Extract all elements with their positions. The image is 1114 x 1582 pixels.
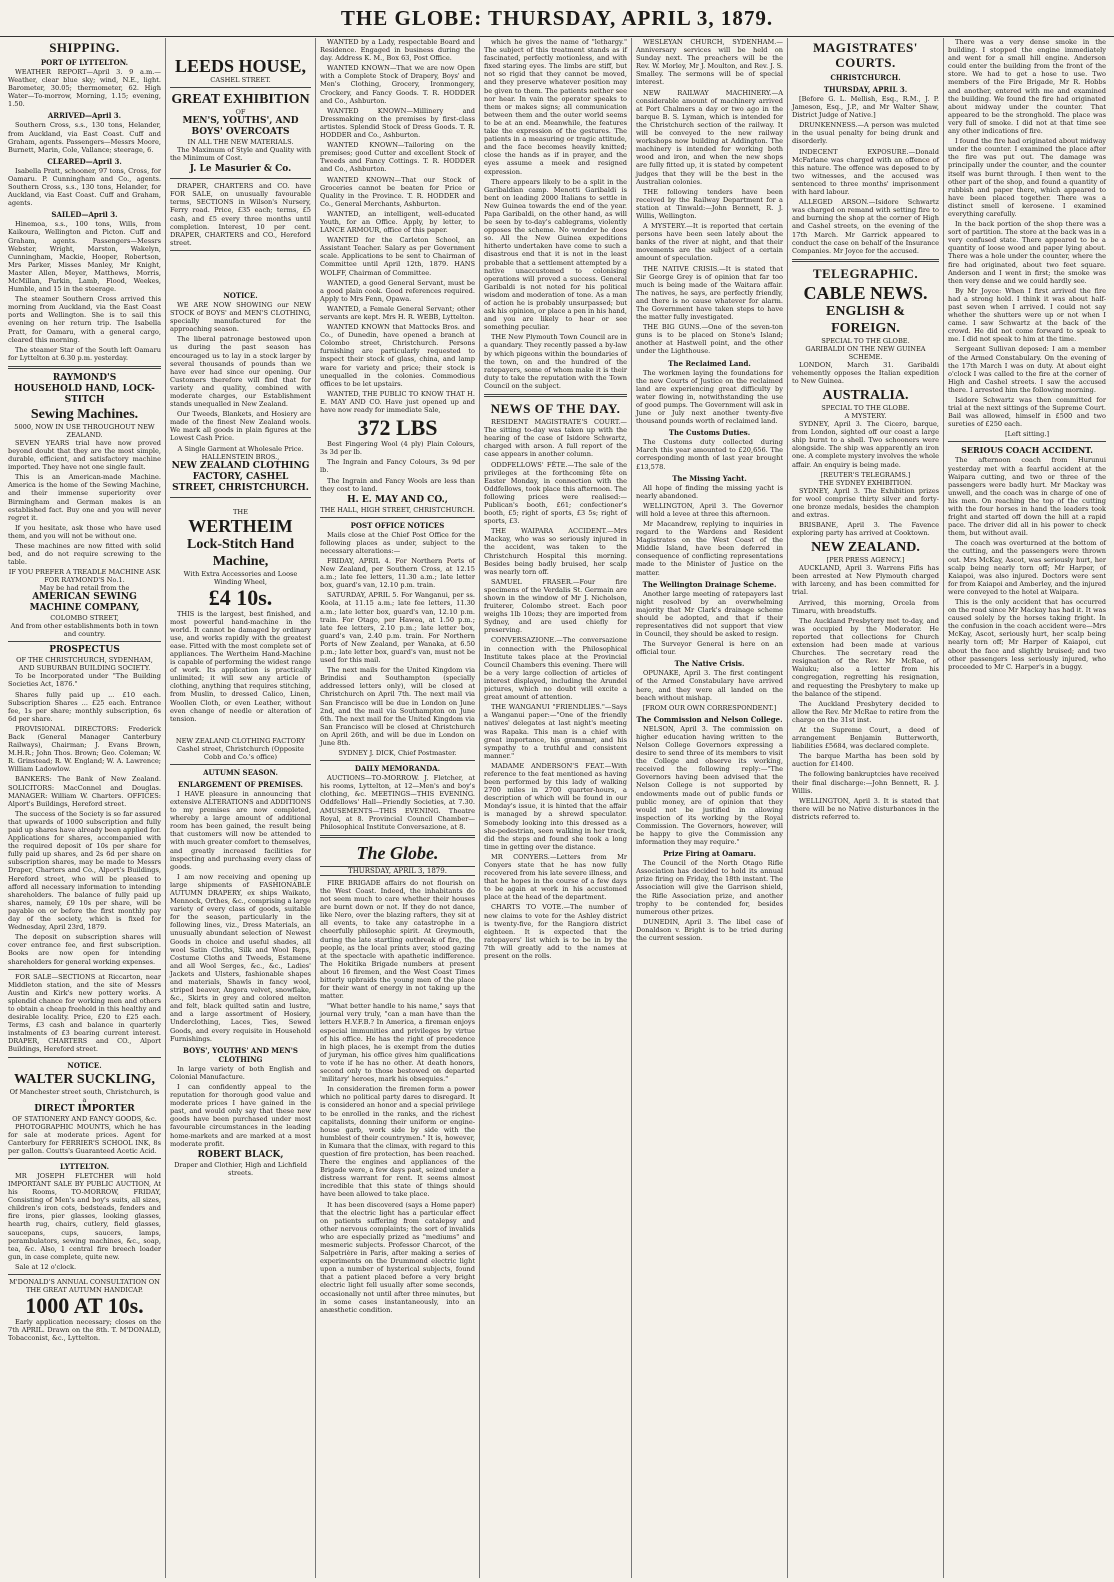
divider bbox=[170, 87, 311, 88]
divider bbox=[170, 250, 311, 251]
raymond-text: SEVEN YEARS trial have now proved beyond doubt that they are the most simple, durable, efficient, and satisfactory machine imported. They have not one single fault. bbox=[8, 438, 161, 472]
leeds-text: The Maximum of Style and Quality with the Minimum of Cost. bbox=[170, 146, 311, 163]
divider bbox=[170, 178, 311, 179]
prospectus-text-5: The success of the Society is so far assured that upwards of 1000 subscription and fully paid up shares have already been applied for. Applications for shares, accompanied with the required deposit of 10s per share for fully paid up shares, and 2s 6d per share on subscription shares, may be made to Messrs Draper, Charters and Co., Alport's Buildings, Hereford street, who will be pleased to afford all necessary information to intending shareholders. The balance of fully paid up shares, namely, £9 10s per share, will be payable on or before the first monthly pay day of the society, which is fixed for Wednesday, April 23rd, 1879. bbox=[8, 809, 161, 932]
cleared-text: Isabella Pratt, schooner, 97 tons, Cross, for Oamaru. P. Cunningham and Co., agents. Southern Cross, s.s., 130 tons, Helander, for Auckland, via East Coast. Cuff and Graham, agents. bbox=[8, 166, 161, 208]
surveyor-text: The Surveyor General is here on an official tour. bbox=[636, 640, 783, 657]
wanted-ad-5: WANTED KNOWN—That our Stock of Groceries cannot be beaten for Price or Quality in the Province. T. R. HODDER and Co., General Merchants, Ashburton. bbox=[320, 175, 475, 208]
suckling-name: WALTER SUCKLING, bbox=[13, 1071, 156, 1087]
prize-text: The Council of the North Otago Rifle Association has decided to hold its annual prize firing on Friday, the 18th instant. The Association will give the Garrison shield, the Rifle Association prize, and another trophy to be contended for, besides numerous other prizes. bbox=[636, 859, 783, 916]
sydney-cable: SYDNEY, April 3. The Cicero, barque, from London, sighted off our coast a large ship burnt to a shell. Two schooners were alongside. The ship was apparently an iron one. A complete mystery involves the whole affair. An enquiry is being made. bbox=[792, 420, 939, 469]
reuter-label: [REUTER'S TELEGRAMS.] bbox=[820, 470, 911, 479]
divider bbox=[320, 835, 475, 838]
guns-text: THE BIG GUNS.—One of the seven-ton guns is to be placed on Stone's Island; another at Hastwell point, and the other under the Lighthouse. bbox=[636, 323, 783, 356]
arson-evidence-5: Sergeant Sullivan deposed: I am a member of the Armed Constabulary. On the evening of the 17th March I was on duty. At about eight o'clock I was called to the fire at the corner of High and Cashel streets. I saw the accused there. I arrested him the following morning. bbox=[948, 345, 1106, 394]
divider bbox=[8, 1057, 161, 1058]
postmaster-sign bbox=[320, 749, 475, 757]
presbytery-text-2: The Auckland Presbytery decided to allow the Rev. Mr McRae to retire from the charge on the 31st inst. bbox=[792, 699, 939, 724]
london-cable: LONDON, March 31. Garibaldi vehemently opposes the Italian expedition to New Guinea. bbox=[792, 360, 939, 385]
news-item-1: RESIDENT MAGISTRATE'S COURT.—The sitting to-day was taken up with the hearing of the case of Isidore Schwartz, charged with arson. A full report of the case appears in another column. bbox=[484, 418, 627, 459]
of-word: OF bbox=[235, 108, 246, 116]
nz-block bbox=[792, 539, 939, 564]
left-sitting bbox=[948, 430, 1106, 438]
hallenstein-advert bbox=[170, 445, 311, 494]
wertheim-text: THIS is the largest, best finished, and most powerful hand-machine in the world. It cannot be damaged by ordinary use, and works rapidly with the greatest ease. Fitted with the most complete set of appliances. The Wertheim Hand-Machine is capable of performing the widest range of work. Its application is practically unlimited; it will sew any article of clothing, anything that requires stitching, from Muslin, to dressed Calico, Linen, Woollen Cloth, or even Leather, without even change of needle or alteration of tension. bbox=[170, 609, 311, 723]
new-stock-text: WE ARE NOW SHOWING our NEW STOCK of BOYS' and MEN'S CLOTHING, specially manufactured for the approaching season. bbox=[170, 300, 311, 334]
news-item-8: MR CONYERS.—Letters from Mr Conyers state that he has now fully recovered from his late severe illness, and that he hopes in the course of a few days to be again at work in his accustomed place at the head of the department. bbox=[484, 852, 627, 902]
leeds-street: CASHEL STREET. bbox=[210, 76, 271, 84]
commission-heading: The Commission and Nelson College. bbox=[636, 714, 783, 724]
special-line: SPECIAL TO THE GLOBE. bbox=[821, 336, 910, 345]
prospectus-text-4: BANKERS: The Bank of New Zealand. SOLICITORS: MacConnel and Douglas. MANAGER: William W. Charters. OFFICES: Alport's Buildings, Hereford street. bbox=[8, 775, 161, 808]
drunkenness-text: DRUNKENNESS.—A person was mulcted in the usual penalty for being drunk and disorderly. bbox=[792, 121, 939, 146]
value-text: I can confidently appeal to the reputation for thorough good value and moderate prices I have gained in the past, and would only say that these new goods have been purchased under most favourable circumstances in the leading home-markets and are marked at a most moderate profit. bbox=[170, 1082, 311, 1148]
post-office-heading: POST OFFICE NOTICES bbox=[350, 520, 445, 530]
may-name: H. E. MAY AND CO., bbox=[347, 494, 448, 505]
coach-text-3: This is the only accident that has occurred on the road since Mr Mackay has had it. It was caused solely by the horses taking fright. In the confusion in the coach accident were—Mrs McKay, Ascot, seriously hurt, her scalp being nearly torn off; Mr Harper of Kaiapoi, cut about the face and slightly bruised; and two other passengers less seriously injured, who proceeded to Mr C. Harper's in a buggy. bbox=[948, 598, 1106, 671]
for-sale-advert: FOR SALE—SECTIONS at Riccarton, near Middleton station, and the site of Messrs Austin and Kirk's new pottery works. A splendid chance for working men and others to obtain a cheap freehold in this healthy and desirable locality. Price, £20 to £25 each. Terms, £3 cash and balance in quarterly instalments of £3 bearing current interest. DRAPER, CHARTERS and CO., Alport Buildings, Hereford street. bbox=[8, 972, 161, 1054]
left-sitting-label: [Left sitting.] bbox=[1004, 430, 1050, 439]
exhibition-text: SYDNEY, April 3. The Exhibition prizes for wool comprise thirty silver and forty-one bronze medals, besides the champion and extras. bbox=[792, 486, 939, 519]
magistrates-heading: MAGISTRATES' COURTS. bbox=[813, 40, 918, 70]
editorial-text-2: "What better handle to his name," says that journal very truly, "can a man have than the letters H.V.F.B.? In America, a fireman enjoys especial immunities and privileges by virtue of his office. He has the right of precedence in high places, he is exempt from the duties of juryman, his office gives him qualifications to vote if he has no other. At death honors, second only to those bestowed on departed 'military' heroes, mark his obsequies." bbox=[320, 1002, 475, 1084]
wanted-ad-6: WANTED, an intelligent, well-educated Youth, for an Office. Apply, by letter, to LANCE ARMOUR, office of this paper. bbox=[320, 209, 475, 235]
may-advert bbox=[320, 495, 475, 514]
cable-heading-block bbox=[792, 283, 939, 361]
sewing-machines-title: Sewing Machines. bbox=[30, 406, 139, 422]
suckling-advert bbox=[8, 1071, 161, 1123]
fletcher-auction: MR JOSEPH FLETCHER will hold IMPORTANT SALE BY PUBLIC AUCTION, At his Rooms, TO-MORROW, FRIDAY, Consisting of Men's and boy's suits, all sizes, children's iron cots, bedsteads, fenders and fire irons, pier glasses, looking glasses, hearth rug, chairs, cutlery, field glasses, saucepans, cups, saucers, lamps, perambulators, sewing machines, &c., soap, tea, &c. Also, 1 central fire breech loader gun, in case complete, quite new. bbox=[8, 1171, 161, 1261]
exposure-text: INDECENT EXPOSURE.—Donald McFarlane was charged with an offence of this nature. The offence was deposed to by two witnesses, and the accused was sentenced to three months' imprisonment with hard labour. bbox=[792, 147, 939, 197]
wanted-ad-11: WANTED, THE PUBLIC TO KNOW THAT H. E. MAY AND CO. Have just opened up and have now ready for immediate Sale, bbox=[320, 389, 475, 415]
divider bbox=[8, 641, 161, 642]
reclaimed-text: The workmen laying the foundations for the new Courts of Justice on the reclaimed land are experiencing great difficulty by water flowing in, notwithstanding the use of good pumps. The Government will ask in June or July next another twenty-five thousand pounds worth of reclaimed land. bbox=[636, 368, 783, 426]
wertheim-title: WERTHEIM bbox=[188, 515, 293, 536]
nzcf-address: Cashel street, Christchurch (Opposite Cobb and Co.'s office) bbox=[177, 744, 304, 761]
notice-heading-2: NOTICE. bbox=[223, 290, 258, 300]
great-exhibition: GREAT EXHIBITION bbox=[171, 92, 310, 107]
railway-text: NEW RAILWAY MACHINERY.—A considerable amount of machinery arrived at Port Chalmers a day or two ago in the barque B. S. Lyman, which is intended for the Christchurch section of the railway. It will be conveyed to the new railway workshops now building at Addington. The machinery is intended for working both wood and iron, and when the new shops are fully fitted up, it is stated by competent judges that they will be the best in the Australian colonies. bbox=[636, 88, 783, 186]
single-garment: A Single Garment at Wholesale Price. bbox=[177, 444, 304, 453]
nzcf-title: NEW ZEALAND CLOTHING FACTORY bbox=[175, 736, 306, 745]
sailed-text: Hinemoa, s.s., 100 tons, Wills, from Kaikoura, Wellington and Picton. Cuff and Graham, agents. Passengers—Messrs Webster, Wright, Marston, Wakelyn, Cunningham, Mackie, Hooper, Robertson, Mrs Parker, Misses Manley, Mr Knight, Master Allen, Meyer, Matthews, Morris, McMillan, Parkin, Lamb, Flood, Weekes, Humble, and 15 in the steerage. bbox=[8, 220, 161, 294]
wool-lbs: 372 LBS bbox=[357, 415, 438, 441]
wellington-text: WELLINGTON, April 3. The Governor will hold a levee at three this afternoon. bbox=[636, 501, 783, 518]
prospectus-text-2: Shares fully paid up ... £10 each. Subscription Shares ... £25 each. Entrance fee, 1s per share; monthly subscription, 6s 6d per share. bbox=[8, 690, 161, 723]
mdonald-price: 1000 AT 10s. bbox=[25, 1293, 144, 1319]
commission-text: NELSON, April 3. The commission on higher education having written to the Nelson College Governors expressing a desire to send three of its members to visit the College and observe its working, received the following reply:—"The Governors having been advised that the Nelson College is not supported by endowments made out of public funds or public money, are of opinion that they would not be justified in allowing inspection of its working by the Royal Commission. The Governors, however, will be happy to give the Commission any information they may require." bbox=[636, 724, 783, 847]
prospectus-heading: PROSPECTUS bbox=[49, 645, 120, 656]
raymond-text-4: These machines are now fitted with solid bed, and do not require screwing to the table. bbox=[8, 542, 161, 567]
wellington-cable: WELLINGTON, April 3. It is stated that there will be no Native disturbances in the districts referred to. bbox=[792, 796, 939, 821]
editorial-text-1: FIRE BRIGADE affairs do not flourish on the West Coast. Indeed, the inhabitants do not seem much to care whether their houses are burnt down or not. If they do not dance, like Nero, over the blazing rafters, they sit at all events, to take any catastrophe in a cheerfully philosophic spirit. At Greymouth, during the late startling outbreak of fire, the people, as the local prints aver, stood gazing at the spectacle with apathetic indifference. The Hokitika Brigade numbers at present about 16 firemen, and the West Coast Times bitterly upbraids the young men of the place for their want of energy in not taking up the matter. bbox=[320, 878, 475, 1001]
suckling-importer: DIRECT IMPORTER bbox=[34, 1103, 135, 1114]
special-line-2: SPECIAL TO THE GLOBE. bbox=[821, 404, 910, 413]
wertheim-price: £4 10s. bbox=[208, 584, 273, 610]
leeds-house-title: LEEDS HOUSE, bbox=[174, 56, 307, 76]
coach-text-1: The afternoon coach from Hurunui yesterday met with a fearful accident at the Waipara cutting, and two or three of the passengers were badly hurt. Mr Mackay was unwell, and the coach was in charge of one of his men. On reaching the top of the cutting with the four horses in hand the leaders took fright and started off down the hill at a rapid pace. The driver did all in his power to check them, but without avail. bbox=[948, 456, 1106, 538]
court-date: THURSDAY, APRIL 3. bbox=[823, 85, 908, 94]
yacht-text: All hope of finding the missing yacht is nearly abandoned. bbox=[636, 483, 783, 500]
presbytery-text: The Auckland Presbytery met to-day, and was occupied by the Moderator. He reported that collections for Church extension had been made at various Churches. The secretary read the resignation of the Rev. Mr McRae, of Waiuku; also a letter from his congregation, regretting his resignation, and requesting the Presbytery to make up the balance of the stipend. bbox=[792, 616, 939, 698]
raymond-text-2: This is an American-made Machine. America is the home of the Sewing Machine, and their immense superiority over Birmingham and German makes is an established fact. Buy one and you will never regret it. bbox=[8, 473, 161, 522]
news-of-the-day-heading: NEWS OF THE DAY. bbox=[490, 401, 621, 417]
column-5 bbox=[632, 38, 788, 1578]
garibaldi-text: There appears likely to be a split in the Garibaldian camp. Menotti Garibaldi is bent on leading 2000 Italians to settle in New Guinea towards the end of the year. Papa Garibaldi, on the other hand, as will be seen by to-day's cablegrams, violently opposes the scheme. No wonder he does so. All the New Guinea expeditions hitherto undertaken have come to such a disastrous end that it is not in the least probable that a settlement attempted by a native unaccustomed to colonising operations will proved a success. General Garibaldi is not noted for his political wisdom and moderation of tone. As a man of action he is probably unsurpassed; but ask his opinion, or place a pen in his hand, and you are likely to hear or see something peculiar. bbox=[484, 177, 627, 332]
mystery-heading: A MYSTERY. bbox=[844, 412, 887, 421]
uk-mails: The next mails for the United Kingdom via Brindisi and Southampton (specially addressed letters only), will be closed at Christchurch on April 7th. The next mail via San Francisco will be due in London on June 2nd, and the mail via Southampton on June 6th. The next mail for the United Kingdom via San Francisco will be closed at Christchurch on April 26th, and will be due in London on June 8th. bbox=[320, 666, 475, 748]
notice-heading: NOTICE. bbox=[67, 1060, 102, 1070]
correspondent-line bbox=[636, 704, 783, 712]
new-plymouth-text: THE New Plymouth Town Council are in a quandary. They recently passed a by-law by which pigeons within the boundaries of the town, on and the hundred of the ratepayers, some of whom make it is their duty to take the reputation with the Town Council on the subject. bbox=[484, 333, 627, 390]
customs-heading: The Customs Duties. bbox=[668, 428, 751, 438]
friday-mails: FRIDAY, APRIL 4. For Northern Ports of New Zealand, per Southern Cross, at 12.15 a.m.; late fee letters, 11.30 a.m.; late letter box, guard's van, 12.10 p.m. train. bbox=[320, 556, 475, 590]
arrivals-text: Southern Cross, s.s., 130 tons, Helander, from Auckland, via East Coast. Cuff and Graham, agents. Passengers—Messrs Moore, Burnett, Marin, Cole, Vallance; steerage, 6. bbox=[8, 121, 161, 154]
draper-sections: DRAPER, CHARTERS and CO. have FOR SALE, on unusually favourable terms, SECTIONS in Wilson's Nursery, Ferry road. Price, £35 each; terms, £5 cash, and £5 every three months until completion. Interest, 10 per cent. DRAPER, CHARTERS and CO., Hereford street. bbox=[170, 182, 311, 247]
mdonald-text: Early application necessary; closes on the 7th APRIL. Drawn on the 8th. T. M'DONALD, Tobacconist, &c., Lyttelton. bbox=[8, 1318, 161, 1343]
coach-text-2: The coach was overturned at the bottom of the cutting, and the passengers were thrown out. Mrs McKay, Ascot, was seriously hurt, her scalp being nearly torn off; Mr Harper, of Kaiapoi, was also injured. Doctors were sent for from Kaiapoi and Amberley, and the injured were conveyed to the hotel at Waipara. bbox=[948, 539, 1107, 596]
reclaimed-heading: The Reclaimed Land. bbox=[668, 358, 751, 368]
globe-nameplate: The Globe. bbox=[356, 842, 439, 863]
raymond-subheading: HOUSEHOLD HAND, LOCK-STITCH bbox=[14, 383, 155, 405]
suckling-text: PHOTOGRAPHIC MOUNTS, which he has for sale at moderate prices. Agent for Canterbury for FERRIER'S SCHOOL INK, 8s per gallon. Coutts's Guaranteed Acetic Acid. bbox=[8, 1122, 161, 1155]
editorial-text-4: It has been discovered (says a Home paper) that the electric light has a particular effect on patients suffering from catalepsy and other nervous complaints; the sort of invalids who are especially prized as "mediums" and mesmeric subjects. Professor Charcot, of the Salpetrière in Paris, after making a series of experiments on the Drummond electric light upon a number of hysterical subjects, found that a patient placed before a very bright electric light fell usually after some seconds, occasionally not until after three minutes, but in some cases instantaneously, into an anæsthetic condition. bbox=[320, 1200, 475, 1314]
wanted-ad-7: WANTED for the Carleton School, an Assistant Teacher. Salary as per Government scale. Applications to be sent to Chairman of Committee until April 12th, 1879. HANS WOLFF, Chairman of Committee. bbox=[320, 236, 475, 277]
australia-block bbox=[792, 387, 939, 420]
shipping-note: The steamer Southern Cross arrived this morning from Auckland, via the East Coast ports and Wellington. She is to sail this evening on her return trip. The Isabella Pratt, for Oamaru, with a general cargo, cleared this morning. bbox=[8, 295, 161, 344]
lyttelton-heading: LYTTELTON. bbox=[59, 1161, 110, 1171]
leeds-house-advert bbox=[170, 56, 311, 146]
le-masurier-name: J. Le Masurier & Co. bbox=[189, 164, 292, 175]
column-2 bbox=[166, 38, 316, 1578]
wanted-ad-10: WANTED KNOWN that Mattocks Bros. and Co., of Dunedin, have opened a branch at Colombo street, Christchurch. Persons furnishing are particularly requested to inspect their stock of glass, china, and lamp ware for variety and price; their stock is unequalled in the colonies. Commodious offices to be let upstairs. bbox=[320, 323, 475, 388]
hallenstein-name: HALLENSTEIN BROS., bbox=[201, 452, 280, 461]
drainage-heading: The Wellington Drainage Scheme. bbox=[642, 579, 777, 589]
port-subheading: PORT OF LYTTELTON. bbox=[40, 58, 129, 67]
divider bbox=[320, 517, 475, 518]
yacht-heading: The Missing Yacht. bbox=[672, 473, 747, 483]
wanted-ad-3: WANTED KNOWN—Millinery and Dressmaking on the premises by first-class artistes. Splendid Stock of Dress Goods. T. R. HODDER and Co., Ashburton. bbox=[320, 106, 475, 140]
arson-evidence-6: Isidore Schwartz was then committed for trial at the next sittings of the Supreme Court. Bail was allowed, himself in £500 and two sureties of £250 each. bbox=[948, 396, 1106, 429]
wool-text-3: The Ingrain and Fancy Wools are less than they cost to land. bbox=[320, 476, 475, 493]
nz-heading: NEW ZEALAND. bbox=[811, 540, 920, 556]
native-text: THE NATIVE CRISIS.—It is stated that Sir George Grey is of opinion that far too much is being made of the Waitara affair. The natives, he says, are perfectly friendly, and there is no cause whatever for alarm. The Government have taken steps to have the matter fully investigated. bbox=[636, 264, 783, 322]
daily-memoranda-heading: DAILY MEMORANDA. bbox=[354, 764, 441, 774]
masthead bbox=[0, 0, 1114, 37]
english-foreign-title: ENGLISH & FOREIGN. bbox=[826, 303, 905, 336]
postmaster-name: SYDNEY J. DICK, Chief Postmaster. bbox=[338, 749, 457, 758]
news-item-6: THE WANGANUI "FRIENDLIES."—Says a Wanganui paper:—"One of the friendly natives' delegates at last night's meeting was Rapaka. This man is a chief with great importance, his grammar, and his sympathy to a truthful and consistent manner." bbox=[484, 703, 627, 760]
arson-evidence-4: By Mr Joyce: When I first arrived the fire had a strong hold. I think it was about half-past seven when I arrived. I could not say whether the shutters were up or not when I came. I saw Schwartz at the back of the crowd. He did not come forward to speak to me. I did not speak to him at the time. bbox=[948, 286, 1106, 344]
black-advert bbox=[170, 1150, 311, 1177]
editorial-text-3: In consideration the firemen form a power which no political party dares to disregard. It is considered an honor and a special privilege to be enrolled in the ranks, and the richest capitalists, donning their uniform or engine-house garb, work side by side with the humblest of their countrymen." It is, however, in Kumara that the climax, with regard to this question of fire protection, has been reached. There the engines and appliances of the Brigade were, a few days past, seized under a distress warrant for rent. It seems almost incredible that this state of things should have been allowed to take place. bbox=[320, 1085, 475, 1199]
raymond-footer bbox=[8, 568, 161, 638]
arson-evidence-2: I found the fire had originated about midway under the counter. I examined the place after the fire was put out. The damage was principally under the counter, and the counter itself was burnt through. I then went to the other part of the shop, and found a quantity of rubbish and paper there, which appeared to have been placed together. There was a distinct smell of kerosene. I examined everything carefully. bbox=[948, 137, 1106, 218]
wesleyan-text: WESLEYAN CHURCH, SYDENHAM.—Anniversary services will be held on Sunday next. The preachers will be the Rev. W. Morley, Mr J. Moulton, and Rev. J. S. Smalley. The sermons will be of special interest. bbox=[636, 38, 783, 87]
clothing-heading: BOYS', YOUTHS' AND MEN'S CLOTHING bbox=[183, 1045, 298, 1064]
nzcf-advert bbox=[170, 737, 311, 761]
suckling-address: Of Manchester street south, Christchurch, is a bbox=[9, 1087, 160, 1104]
divider bbox=[8, 1158, 161, 1159]
prize-heading: Prize Firing at Oamaru. bbox=[663, 849, 756, 859]
le-masurier bbox=[170, 164, 311, 175]
bench-text: [Before G. L. Mellish, Esq., R.M., J. P. Jameson, Esq., J.P., and Mr Walter Shaw, District Judge of Native.] bbox=[792, 95, 939, 120]
reuter-block bbox=[792, 471, 939, 487]
divider bbox=[8, 969, 161, 970]
news-item-9: CHARTS TO VOTE.—The number of new claims to vote for the Ashley district is twenty-five, for the Rangiora district eighteen. It is expected that the ratepayers' list which is to be in by the 7th will greatly add to the names at present on the rolls. bbox=[484, 903, 627, 961]
mystery-text: A MYSTERY.—It is reported that certain persons have been seen lately about the banks of the river at night, and that their movements are the subject of a certain amount of speculation. bbox=[636, 222, 783, 263]
dunedin-text: DUNEDIN, April 3. The libel case of Donaldson v. Bright is to be tried during the current session. bbox=[636, 917, 783, 942]
lethargy-text: which he gives the name of "lethargy." The subject of this treatment stands as if fascinated, perfectly motionless, and with fixed staring eyes. The limbs are stiff, but not so rigid that they cannot be moved, and they preserve whatever position may be given to them. The patients neither see nor hear. In vain the operator speaks to them or makes signs; all communication between them and the outer world seems to be at an end. Meanwhile, the features take the expression of the gestures. The patients in a measuring or tragic attitude, and the face becomes heavily knitted; close the hands as if in prayer, and the eyes assume a meek and resigned expression. bbox=[484, 38, 627, 176]
mdonald-heading: M'DONALD'S ANNUAL CONSULTATION ON THE GREAT AUTUMN HANDICAP. bbox=[9, 1278, 160, 1295]
cleared-subheading: CLEARED—April 3. bbox=[47, 156, 122, 166]
divider bbox=[792, 259, 939, 262]
masthead-title: THE GLOBE: THURSDAY, APRIL 3, 1879. bbox=[340, 5, 774, 30]
raymond-text-3: If you hesitate, ask those who have used them, and you will not be without one. bbox=[8, 523, 161, 540]
divider bbox=[170, 764, 311, 765]
exhibition-heading: THE SYDNEY EXHIBITION. bbox=[818, 478, 913, 487]
brisbane-text: BRISBANE, April 3. The Favence exploring party has arrived at Cooktown. bbox=[792, 521, 939, 538]
column-4 bbox=[480, 38, 632, 1578]
shipping-note-2: The steamer Star of the South left Oamaru for Lyttelton at 6.30 p.m. yesterday. bbox=[8, 345, 161, 362]
column-7 bbox=[944, 38, 1110, 1578]
supreme-court-text: At the Supreme Court, a deed of arrangement Benjamin Butterworth, liabilities £5684, was declared complete. bbox=[792, 725, 939, 751]
autumn-heading: AUTUMN SEASON. bbox=[203, 767, 278, 777]
divider bbox=[8, 1274, 161, 1275]
arson-evidence-1: There was a very dense smoke in the building. I stopped the engine immediately and went for a small hill engine. Anderson could enter the building from the front of the store. We had to get a hose to use. Two members of the Fire Brigade, Mr R. Hobbs and another, entered with me and examined the building. We found the fire had originated about midway under the counter. That appeared to be the stronghold. The place was very full of smoke. I did not at that time see any other indications of fire. bbox=[948, 38, 1106, 136]
wanted-ad-4: WANTED KNOWN—Tailoring on the premises; good Cutter and excellent Stock of Tweeds and Fancy Cottings. T. R. HODDER and Co., Ashburton. bbox=[320, 141, 475, 174]
native-crisis-heading: The Native Crisis. bbox=[674, 659, 745, 669]
telegraphic-heading: TELEGRAPHIC. bbox=[812, 265, 919, 281]
auckland-text: AUCKLAND, April 3. Warrens Fifis has been arrested at New Plymouth charged with larceny, and has been committed for trial. bbox=[792, 564, 939, 597]
wanted-ad-8: WANTED, a good General Servant, must be a good plain cook. Good references required. Apply to Mrs Fenn, Opawa. bbox=[320, 278, 475, 303]
treadle-line: IF YOU PREFER A TREADLE MACHINE ASK FOR RAYMOND'S No.1. bbox=[8, 568, 161, 585]
divider bbox=[8, 366, 161, 369]
newspaper-columns bbox=[4, 38, 1110, 1578]
divider bbox=[948, 441, 1106, 442]
news-item-2: ODDFELLOWS' FÊTE.—The sale of the privileges at the forthcoming fête on Easter Monday, in connection with the Oddfellows, took place this afternoon. The following prices were realised:—Publican's booth, £61; confectioner's booth, £5; right of sports, £3 5s; right of sports, £3. bbox=[484, 460, 627, 526]
prospectus-text-6: The deposit on subscription shares will cover entrance fee, and first subscription. Books are now open for intending shareholders for general working expenses. bbox=[8, 933, 161, 966]
raymond-advert bbox=[8, 373, 161, 439]
clothing-text: In large variety of both English and Colonial Manufacture. bbox=[170, 1064, 311, 1081]
wool-text-2: The Ingrain and Fancy Colours, 3s 9d per lb. bbox=[320, 458, 475, 475]
correspondent-label: [FROM OUR OWN CORRESPONDENT.] bbox=[642, 703, 777, 712]
sale-time: Sale at 12 o'clock. bbox=[15, 1262, 77, 1271]
column-3 bbox=[316, 38, 480, 1578]
divider bbox=[170, 497, 311, 498]
memoranda-text: AUCTIONS—TO-MORROW. J. Fletcher, at his rooms, Lyttelton, at 12—Men's and boy's clothing, &c. MEETINGS—THIS EVENING. Oddfellows' Hall—Friendly Societies, at 7.30. AMUSEMENTS—THIS EVENING. Theatre Royal, at 8. Provincial Council Chamber—Philosophical Institute Conversazione, at 8. bbox=[320, 774, 475, 831]
overcoats-line: MEN'S, YOUTHS', AND BOYS' OVERCOATS bbox=[182, 116, 299, 137]
editorial-date: THURSDAY, APRIL 3, 1879. bbox=[320, 866, 475, 876]
drapery-text: I am now receiving and opening up large shipments of FASHIONABLE AUTUMN DRAPERY, ex ships Waikato, Mennock, Orthes, &c., comprising a large variety of every class of goods, suitable for the season, particularly in the following lines, viz., Dress Materials, an unusually abundant selection of Newest Goods in choice and useful shades, all wool Satin Cloths, Silk and Wool Reps, Costume Cloths and Tweeds, Estamene and all Wool Serges, &c., &c., Ladies' Jackets and Ulsters, fashionable shapes and materials, Shawls in fancy wool, striped beaver, Angora velvet, snowflake, &c., Skirts in grey and colored melton and felt, black quilted satin and lustre, and a large assortment of Hosiery, Underclothing, Laces, Ties, Sewed Goods, and every requisite in Household Furnishings. bbox=[170, 872, 311, 1043]
garibaldi-heading: GARIBALDI ON THE NEW GUINEA SCHEME. bbox=[805, 344, 926, 361]
shipping-heading: SHIPPING. bbox=[49, 40, 120, 55]
wanted-ad-2: WANTED KNOWN—That we are now Open with a Complete Stock of Drapery, Boys' and Men's Clothing, Grocery, Ironmongery, Crockery, and Fancy Goods. T. R. HODDER and Co., Ashburton. bbox=[320, 64, 475, 105]
extra-accessories: With Extra Accessories and Loose Winding Wheel, bbox=[183, 569, 298, 586]
column-6 bbox=[788, 38, 944, 1578]
prospectus-text-3: PROVISIONAL DIRECTORS: Frederick Back (General Manager Canterbury Railways), Chairman; J. Evans Brown, M.H.R.; John Thos. Brown; Geo. Coleman; W. R. Grinstead; R. W. England; W. A. Lawrence; William Ladowlow. bbox=[8, 724, 161, 774]
weather-report: WEATHER REPORT—April 3. 9 a.m.—Weather, clear blue sky; wind, N.E., light. Barometer, 30.05; thermometer, 62. High Water—To-morrow, Morning, 1.15; evening, 1.50. bbox=[8, 68, 161, 109]
christchurch-heading: CHRISTCHURCH. bbox=[830, 73, 901, 82]
the-word: THE bbox=[233, 507, 248, 516]
saturday-mails: SATURDAY, APRIL 5. For Wanganui, per ss. Koola, at 11.15 a.m.; late fee letters, 11.30 a.m.; late letter box, guard's van, 12.10 p.m. train. For Otago, per Hawea, at 1.50 p.m.; late fee letters, 2.10 p.m.; late letter box, guard's van, 2.40 p.m. train. For Northern Ports of New Zealand, per Wanaka, at 6.50 p.m.; late letter box, guard's van, must not be used for this mail. bbox=[320, 591, 475, 665]
news-item-4: SAMUEL FRASER.—Four fire specimens of the Verdalis St. Germain are shown in the window of Mr J. Nicholson, fruiterer, Colombo street. Each poor weighs 1lb 10ozs; they are imported from Sydney, and are used chiefly for preserving. bbox=[484, 577, 627, 635]
wertheim-advert bbox=[170, 508, 311, 610]
hire-line: May be had retail from the bbox=[39, 584, 130, 593]
lock-stitch-title: Lock-Stitch Hand Machine, bbox=[187, 536, 294, 569]
agents-line: And from other establishments both in town and country. bbox=[10, 622, 159, 639]
wanted-ad-9: WANTED, a Female General Servant; other servants are kept. Mrs H. R. WEBB, Lyttelton. bbox=[320, 304, 475, 321]
black-address: Draper and Clothier, High and Lichfield streets. bbox=[174, 1160, 307, 1177]
drainage-text: Another large meeting of ratepayers last night resolved by an overwhelming majority that Mr Clark's drainage scheme should be adopted, and that if their representatives did not support that view in Council, they should be asked to resign. bbox=[636, 589, 783, 639]
tenders-text: THE following tenders have been received by the Railway Department for a station at Tinwald:—John Bennett, R. J. Willis, Wellington. bbox=[636, 187, 783, 220]
arson-text: ALLEGED ARSON.—Isidore Schwartz was charged on remand with setting fire to and burning the shop at the corner of High and Cashel streets, on the evening of the 17th March. Mr Garrick appeared to conduct the case on behalf of the Insurance Companies. Mr Joyce for the accused. bbox=[792, 198, 939, 255]
arrived-subheading: ARRIVED—April 3. bbox=[47, 111, 122, 121]
wanted-ad-1: WANTED by a Lady, respectable Board and Residence. Engaged in business during the day. Address K. M., Box 63, Post Office. bbox=[320, 38, 475, 63]
opunake-text: OPUNAKE, April 3. The first contingent of the Armed Constabulary have arrived here, and they were all landed on the beach without mishap. bbox=[636, 669, 783, 702]
sailed-subheading: SAILED—April 3. bbox=[51, 210, 118, 220]
news-item-3: THE WAIPARA ACCIDENT.—Mrs Mackay, who was so seriously injured in the accident, was taken to the Christchurch Hospital this morning. Besides being badly bruised, her scalp was nearly torn off. bbox=[484, 527, 627, 576]
patronage-text: The liberal patronage bestowed upon us during the past season has encouraged us to lay in a stock larger by several thousands of pounds than we have ever had since our opening. Our Customers therefore will find that for variety and quality, combined with moderate charges, our Establishment stands unequalled in New Zealand. bbox=[170, 335, 311, 409]
materials-line: IN ALL THE NEW MATERIALS. bbox=[187, 138, 294, 146]
mails-text: Mails close at the Chief Post Office for the following places as under, subject to the necessary alterations:— bbox=[320, 530, 475, 555]
coach-accident-heading: SERIOUS COACH ACCIDENT. bbox=[961, 445, 1093, 456]
customs-text: The Customs duty collected during March this year amounted to £20,656. The corresponding month of last year brought £13,578. bbox=[636, 438, 783, 471]
news-item-5: CONVERSAZIONE.—The conversazione in connection with the Philosophical Institute takes place at the Provincial Council Chambers this evening. There will be a very large collection of articles of interest displayed, including the Arundel pictures, which no doubt will excite a great amount of attention. bbox=[484, 636, 627, 702]
robert-black: ROBERT BLACK, bbox=[197, 1149, 284, 1160]
suckling-goods: OF STATIONERY AND FANCY GOODS, &c. bbox=[12, 1114, 157, 1123]
australia-heading: AUSTRALIA. bbox=[822, 388, 909, 404]
wardens-text: Mr Macandrew, replying to inquiries in regard to the Wardens and Resident Magistrates on the West Coast of the Middle Island, have been deferred in consequence of conflicting representations made to the Minister of Justice on the matter. bbox=[636, 519, 783, 577]
colombo-line: COLOMBO STREET, bbox=[50, 614, 119, 623]
bankruptcy-text: The following bankruptcies have received their final discharge:—John Bennett, R. J. Willis. bbox=[792, 770, 939, 795]
press-agency-label: [PER PRESS AGENCY.] bbox=[826, 556, 905, 565]
divider bbox=[320, 760, 475, 761]
mdonald-advert bbox=[8, 1278, 161, 1318]
prospectus-subheading: OF THE CHRISTCHURCH, SYDENHAM, AND SUBURBAN BUILDING SOCIETY. bbox=[16, 656, 153, 673]
wool-advert bbox=[320, 416, 475, 440]
divider bbox=[484, 394, 627, 397]
alterations-text: I HAVE pleasure in announcing that extensive ALTERATIONS and ADDITIONS to my premises are now completed, whereby a large amount of additional room has been gained, the result being that customers will now be attended to with much greater comfort to themselves, and greatly increased facilities for inspecting and purchasing every class of goods. bbox=[170, 789, 311, 871]
raymond-count: 5000, NOW IN USE THROUGHOUT NEW ZEALAND. bbox=[14, 422, 155, 439]
news-item-7: MADAME ANDERSON'S FEAT.—With reference to the feat mentioned as having been performed by this lady of walking 2700 miles in 2700 quarter-hours, a description of which will be found in our Monday's issue, it is hinted that the affair is managed by a shrewd speculator. Somebody looking into this dressed as a she-pedestrian, seen walking in her track, did the steps and found she took a long time in getting over the distance. bbox=[484, 761, 627, 851]
nz-clothing-factory: NEW ZEALAND CLOTHING FACTORY, CASHEL STREET, CHRISTCHURCH. bbox=[171, 460, 310, 493]
column-1 bbox=[4, 38, 166, 1578]
arson-evidence-3: In the back portion of the shop there was a sort of partition. The store at the back was in a very confused state. There appeared to be a quantity of loose wood and paper lying about. There was a hole under the counter, where the fire had originated, about two feet square. Anderson and I went in first; the smoke was then very dense and we could hardly see. bbox=[948, 220, 1106, 285]
arrival-text: Arrived, this morning, Orcela from Timaru, with breadstuffs. bbox=[792, 598, 939, 615]
may-address: THE HALL, HIGH STREET, CHRISTCHURCH. bbox=[320, 505, 475, 514]
asm-company: AMERICAN SEWING MACHINE COMPANY, bbox=[29, 592, 140, 614]
enlargement-heading: ENLARGEMENT OF PREMISES. bbox=[178, 779, 303, 789]
barque-text: The barque Martha has been sold by auction for £1400. bbox=[792, 752, 939, 769]
cable-news-title: CABLE NEWS. bbox=[803, 282, 928, 303]
wool-text: Best Fingering Wool (4 ply) Plain Colours, 3s 3d per lb. bbox=[320, 440, 475, 457]
prospectus-advert bbox=[8, 645, 161, 672]
raymond-heading: RAYMOND'S bbox=[52, 372, 117, 383]
tweeds-text: Our Tweeds, Blankets, and Hosiery are made of the finest New Zealand wools. We mark all goods in plain figures at the Lowest Cash Price. bbox=[170, 410, 311, 443]
prospectus-text: To be Incorporated under "The Building Societies Act, 1876." bbox=[8, 672, 161, 689]
